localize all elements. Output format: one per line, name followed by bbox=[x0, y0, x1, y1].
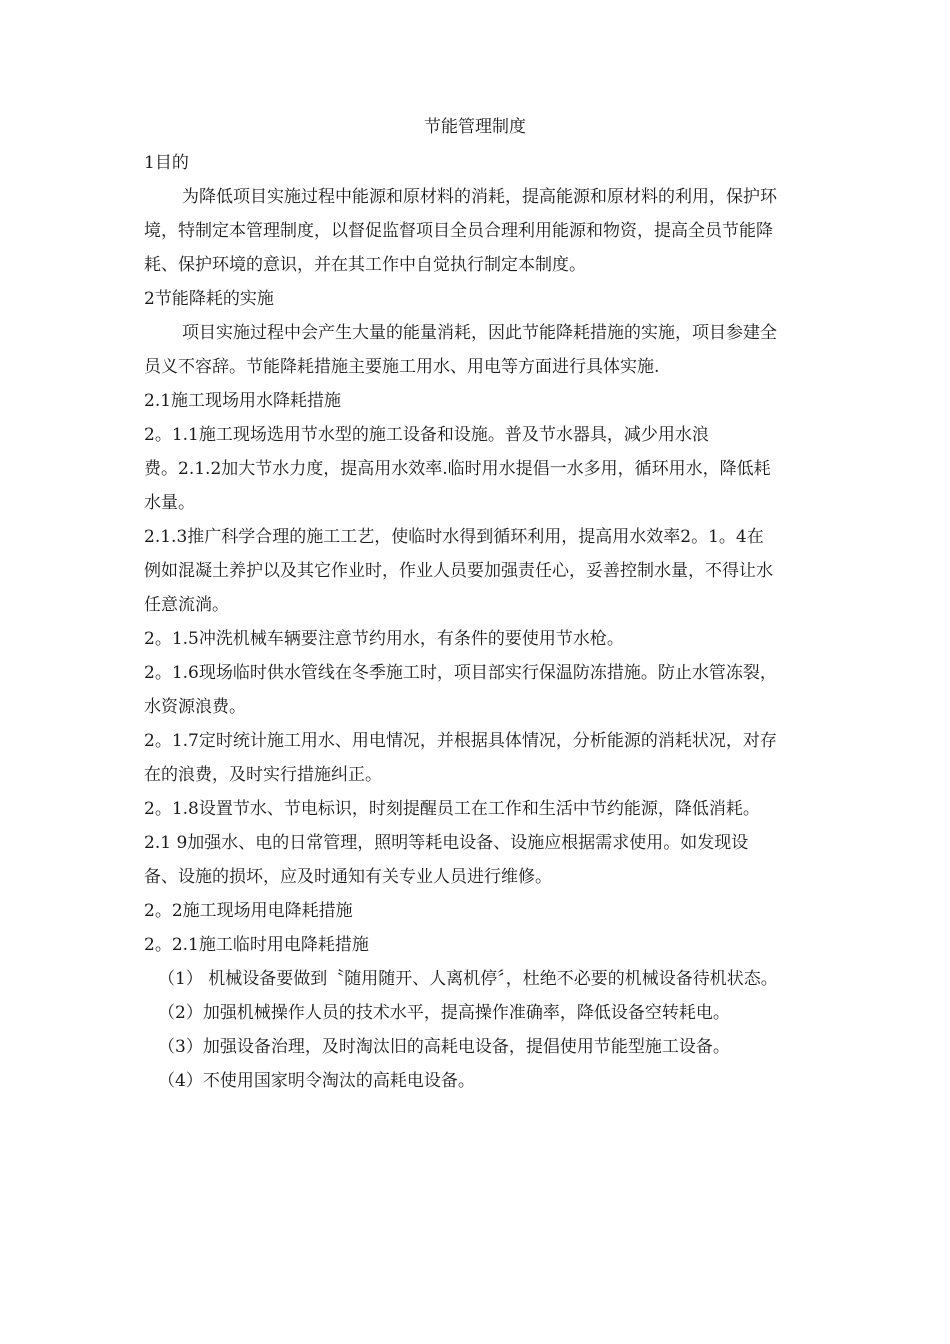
paragraph-line: 水量。 bbox=[144, 493, 195, 513]
paragraph-line: 2。1.7定时统计施工用水、用电情况，并根据具体情况，分析能源的消耗状况，对存 bbox=[144, 731, 777, 751]
subsection-heading: 2.1施工现场用水降耗措施 bbox=[144, 391, 342, 411]
paragraph-line: 任意流淌。 bbox=[144, 595, 229, 615]
paragraph-line: 备、设施的损坏，应及时通知有关专业人员进行维修。 bbox=[144, 867, 552, 887]
paragraph-line: 2。1.6现场临时供水管线在冬季施工时，项目部实行保温防冻措施。防止水管冻裂， bbox=[144, 663, 777, 683]
paragraph-line: 为降低项目实施过程中能源和原材料的消耗，提高能源和原材料的利用，保护环 bbox=[182, 187, 777, 207]
subsection-heading: 2。2.1施工临时用电降耗措施 bbox=[144, 935, 369, 955]
document-title: 节能管理制度 bbox=[424, 117, 526, 137]
paragraph-line: 2.1 9加强水、电的日常管理，照明等耗电设备、设施应根据需求使用。如发现设 bbox=[144, 833, 749, 853]
paragraph-line: 例如混凝土养护以及其它作业时，作业人员要加强责任心，妥善控制水量，不得让水 bbox=[144, 561, 773, 581]
subsection-heading: 2。2施工现场用电降耗措施 bbox=[144, 901, 353, 921]
section-heading: 1目的 bbox=[144, 153, 189, 173]
document-body bbox=[144, 146, 820, 1098]
paragraph-line: 2。1.1施工现场选用节水型的施工设备和设施。普及节水器具，减少用水浪 bbox=[144, 425, 709, 445]
paragraph-line: 2。1.5冲洗机械车辆要注意节约用水，有条件的要使用节水枪。 bbox=[144, 629, 624, 649]
paragraph-line: 费。2.1.2加大节水力度，提高用水效率.临时用水提倡一水多用，循环用水，降低耗 bbox=[144, 459, 771, 479]
list-item: （3）加强设备治理，及时淘汰旧的高耗电设备，提倡使用节能型施工设备。 bbox=[158, 1037, 730, 1057]
paragraph-line: 境，特制定本管理制度，以督促监督项目全员合理利用能源和物资，提高全员节能降 bbox=[144, 221, 773, 241]
list-item: （2）加强机械操作人员的技术水平，提高操作准确率，降低设备空转耗电。 bbox=[158, 1003, 730, 1023]
paragraph-line: 2.1.3推广科学合理的施工工艺，使临时水得到循环利用，提高用水效率2。1。4在 bbox=[144, 527, 764, 547]
section-heading: 2节能降耗的实施 bbox=[144, 289, 274, 309]
paragraph-line: 在的浪费，及时实行措施纠正。 bbox=[144, 765, 382, 785]
paragraph-line: 员义不容辞。节能降耗措施主要施工用水、用电等方面进行具体实施. bbox=[144, 357, 660, 377]
paragraph-line: 耗、保护环境的意识，并在其工作中自觉执行制定本制度。 bbox=[144, 255, 586, 275]
paragraph-line: 项目实施过程中会产生大量的能量消耗，因此节能降耗措施的实施，项目参建全 bbox=[182, 323, 777, 343]
list-item: （1） 机械设备要做到〝随用随开、人离机停〞，杜绝不必要的机械设备待机状态。 bbox=[158, 969, 778, 989]
paragraph-line: 2。1.8设置节水、节电标识，时刻提醒员工在工作和生活中节约能源，降低消耗。 bbox=[144, 799, 760, 819]
list-item: （4）不使用国家明令淘汰的高耗电设备。 bbox=[158, 1071, 475, 1091]
paragraph-line: 水资源浪费。 bbox=[144, 697, 246, 717]
